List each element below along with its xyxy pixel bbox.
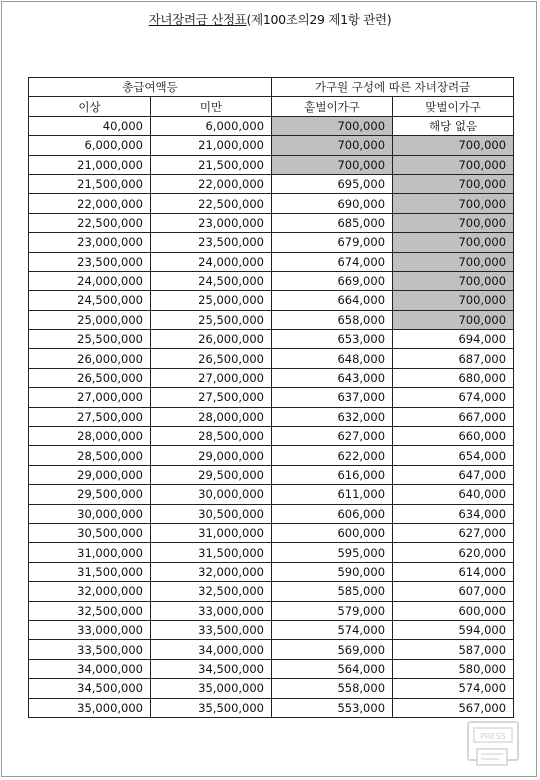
table-row	[29, 465, 514, 484]
cell-min: 33,500,000	[29, 640, 151, 659]
table-row	[29, 233, 514, 252]
cell-dual-earner: 634,000	[393, 504, 514, 523]
cell-single-earner: 632,000	[272, 407, 393, 426]
cell-min: 23,000,000	[29, 233, 151, 252]
cell-max: 28,500,000	[151, 427, 272, 446]
cell-max: 23,000,000	[151, 213, 272, 232]
cell-max: 29,000,000	[151, 446, 272, 465]
cell-dual-earner: 574,000	[393, 679, 514, 698]
cell-max: 22,000,000	[151, 174, 272, 193]
cell-dual-earner: 654,000	[393, 446, 514, 465]
cell-max: 25,500,000	[151, 310, 272, 329]
cell-dual-earner: 587,000	[393, 640, 514, 659]
title-sub: (제100조의29 제1항 관련)	[246, 12, 392, 27]
cell-dual-earner: 700,000	[393, 310, 514, 329]
cell-max: 32,500,000	[151, 582, 272, 601]
cell-single-earner: 643,000	[272, 368, 393, 387]
table-row	[29, 310, 514, 329]
cell-dual-earner: 700,000	[393, 233, 514, 252]
cell-max: 27,500,000	[151, 388, 272, 407]
cell-min: 27,500,000	[29, 407, 151, 426]
cell-min: 40,000	[29, 116, 151, 135]
cell-min: 6,000,000	[29, 136, 151, 155]
cell-single-earner: 627,000	[272, 427, 393, 446]
cell-max: 34,500,000	[151, 659, 272, 678]
header-income-group: 총급여액등	[29, 78, 272, 97]
table-row	[29, 136, 514, 155]
table-row	[29, 601, 514, 620]
document-printer-watermark-icon	[466, 719, 524, 769]
cell-single-earner: 595,000	[272, 543, 393, 562]
cell-min: 34,000,000	[29, 659, 151, 678]
cell-min: 31,000,000	[29, 543, 151, 562]
cell-dual-earner: 700,000	[393, 174, 514, 193]
cell-single-earner: 690,000	[272, 194, 393, 213]
cell-single-earner: 685,000	[272, 213, 393, 232]
cell-min: 23,500,000	[29, 252, 151, 271]
cell-max: 25,000,000	[151, 291, 272, 310]
cell-min: 30,000,000	[29, 504, 151, 523]
cell-min: 34,500,000	[29, 679, 151, 698]
table-row	[29, 252, 514, 271]
table-row	[29, 543, 514, 562]
cell-dual-earner: 700,000	[393, 252, 514, 271]
cell-single-earner: 664,000	[272, 291, 393, 310]
cell-single-earner: 622,000	[272, 446, 393, 465]
cell-min: 26,000,000	[29, 349, 151, 368]
cell-dual-earner: 700,000	[393, 155, 514, 174]
table-row	[29, 698, 514, 717]
cell-dual-earner: 700,000	[393, 213, 514, 232]
cell-single-earner: 700,000	[272, 136, 393, 155]
cell-dual-earner: 700,000	[393, 271, 514, 290]
cell-max: 34,000,000	[151, 640, 272, 659]
table-row	[29, 291, 514, 310]
header-max: 미만	[151, 97, 272, 116]
cell-dual-earner: 660,000	[393, 427, 514, 446]
title-main: 자녀장려금 산정표	[148, 12, 247, 27]
cell-dual-earner: 600,000	[393, 601, 514, 620]
table-row	[29, 174, 514, 193]
cell-min: 32,500,000	[29, 601, 151, 620]
child-credit-table	[28, 77, 514, 718]
cell-single-earner: 679,000	[272, 233, 393, 252]
cell-max: 24,500,000	[151, 271, 272, 290]
cell-single-earner: 648,000	[272, 349, 393, 368]
table-row	[29, 640, 514, 659]
cell-min: 29,000,000	[29, 465, 151, 484]
header-dual-earner: 맞벌이가구	[393, 97, 514, 116]
cell-dual-earner: 647,000	[393, 465, 514, 484]
cell-min: 22,500,000	[29, 213, 151, 232]
cell-dual-earner: 640,000	[393, 485, 514, 504]
cell-single-earner: 564,000	[272, 659, 393, 678]
cell-single-earner: 600,000	[272, 523, 393, 542]
cell-min: 22,000,000	[29, 194, 151, 213]
table-row	[29, 427, 514, 446]
cell-min: 26,500,000	[29, 368, 151, 387]
table-row	[29, 562, 514, 581]
watermark-text: PRESS	[480, 732, 506, 741]
cell-single-earner: 700,000	[272, 155, 393, 174]
table-row	[29, 620, 514, 639]
cell-single-earner: 590,000	[272, 562, 393, 581]
cell-min: 31,500,000	[29, 562, 151, 581]
cell-max: 33,500,000	[151, 620, 272, 639]
cell-dual-earner: 700,000	[393, 136, 514, 155]
header-min: 이상	[29, 97, 151, 116]
cell-single-earner: 637,000	[272, 388, 393, 407]
cell-min: 21,000,000	[29, 155, 151, 174]
cell-min: 29,500,000	[29, 485, 151, 504]
cell-dual-earner: 674,000	[393, 388, 514, 407]
table-row	[29, 679, 514, 698]
cell-max: 35,500,000	[151, 698, 272, 717]
cell-dual-earner: 694,000	[393, 330, 514, 349]
cell-max: 29,500,000	[151, 465, 272, 484]
cell-single-earner: 569,000	[272, 640, 393, 659]
header-single-earner: 홑벌이가구	[272, 97, 393, 116]
cell-single-earner: 585,000	[272, 582, 393, 601]
table-row	[29, 523, 514, 542]
table-row	[29, 271, 514, 290]
cell-single-earner: 695,000	[272, 174, 393, 193]
cell-max: 27,000,000	[151, 368, 272, 387]
cell-dual-earner: 614,000	[393, 562, 514, 581]
cell-min: 25,500,000	[29, 330, 151, 349]
cell-dual-earner: 해당 없음	[393, 116, 514, 135]
table-row	[29, 485, 514, 504]
cell-max: 31,000,000	[151, 523, 272, 542]
cell-max: 33,000,000	[151, 601, 272, 620]
cell-min: 27,000,000	[29, 388, 151, 407]
cell-dual-earner: 667,000	[393, 407, 514, 426]
cell-dual-earner: 594,000	[393, 620, 514, 639]
cell-min: 30,500,000	[29, 523, 151, 542]
cell-dual-earner: 580,000	[393, 659, 514, 678]
cell-dual-earner: 680,000	[393, 368, 514, 387]
cell-min: 24,000,000	[29, 271, 151, 290]
cell-single-earner: 606,000	[272, 504, 393, 523]
table-row	[29, 349, 514, 368]
cell-max: 31,500,000	[151, 543, 272, 562]
cell-dual-earner: 627,000	[393, 523, 514, 542]
table-row	[29, 116, 514, 135]
table-row	[29, 155, 514, 174]
cell-single-earner: 658,000	[272, 310, 393, 329]
table-row	[29, 659, 514, 678]
header-household-group: 가구원 구성에 따른 자녀장려금	[272, 78, 514, 97]
cell-min: 24,500,000	[29, 291, 151, 310]
cell-single-earner: 653,000	[272, 330, 393, 349]
cell-single-earner: 553,000	[272, 698, 393, 717]
cell-single-earner: 558,000	[272, 679, 393, 698]
cell-dual-earner: 700,000	[393, 291, 514, 310]
cell-min: 21,500,000	[29, 174, 151, 193]
table-body	[29, 116, 514, 717]
cell-dual-earner: 687,000	[393, 349, 514, 368]
table-row	[29, 446, 514, 465]
cell-dual-earner: 567,000	[393, 698, 514, 717]
cell-max: 26,000,000	[151, 330, 272, 349]
cell-max: 26,500,000	[151, 349, 272, 368]
cell-max: 6,000,000	[151, 116, 272, 135]
cell-min: 28,000,000	[29, 427, 151, 446]
cell-max: 24,000,000	[151, 252, 272, 271]
cell-max: 23,500,000	[151, 233, 272, 252]
cell-max: 35,000,000	[151, 679, 272, 698]
cell-min: 33,000,000	[29, 620, 151, 639]
cell-min: 28,500,000	[29, 446, 151, 465]
cell-max: 21,000,000	[151, 136, 272, 155]
cell-single-earner: 611,000	[272, 485, 393, 504]
cell-max: 22,500,000	[151, 194, 272, 213]
table-row	[29, 407, 514, 426]
cell-max: 30,000,000	[151, 485, 272, 504]
document-title	[0, 10, 540, 28]
table-row	[29, 330, 514, 349]
cell-single-earner: 674,000	[272, 252, 393, 271]
table-row	[29, 582, 514, 601]
table-row	[29, 368, 514, 387]
table-row	[29, 388, 514, 407]
cell-dual-earner: 620,000	[393, 543, 514, 562]
cell-single-earner: 700,000	[272, 116, 393, 135]
cell-dual-earner: 607,000	[393, 582, 514, 601]
cell-single-earner: 616,000	[272, 465, 393, 484]
cell-single-earner: 574,000	[272, 620, 393, 639]
cell-single-earner: 669,000	[272, 271, 393, 290]
cell-min: 25,000,000	[29, 310, 151, 329]
cell-max: 21,500,000	[151, 155, 272, 174]
cell-max: 30,500,000	[151, 504, 272, 523]
cell-min: 32,000,000	[29, 582, 151, 601]
table-row	[29, 213, 514, 232]
cell-min: 35,000,000	[29, 698, 151, 717]
cell-max: 32,000,000	[151, 562, 272, 581]
table-row	[29, 504, 514, 523]
cell-max: 28,000,000	[151, 407, 272, 426]
table-row	[29, 194, 514, 213]
cell-dual-earner: 700,000	[393, 194, 514, 213]
cell-single-earner: 579,000	[272, 601, 393, 620]
